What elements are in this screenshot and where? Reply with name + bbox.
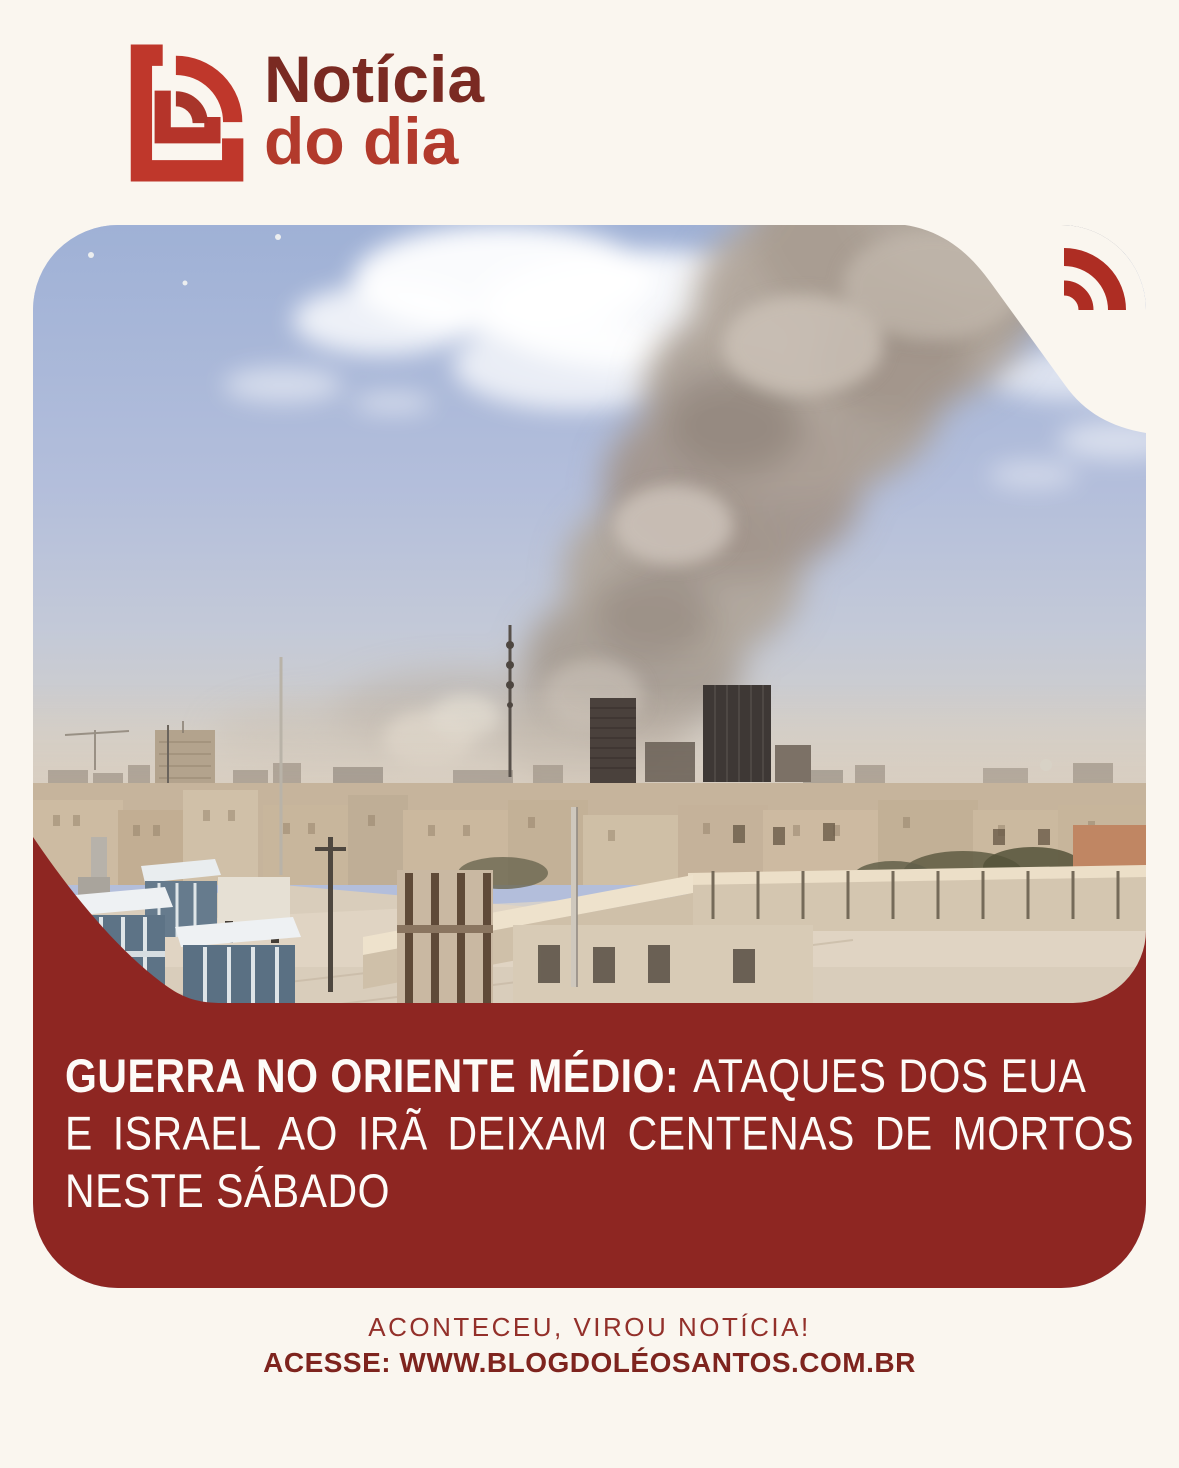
headline-line-1: [65, 1047, 1117, 1105]
headline-line-2: E ISRAEL AO IRÃ DEIXAM CENTENAS DE MORTOS: [65, 1106, 1135, 1160]
brand-name-line1: Notícia: [264, 42, 485, 116]
headline: [65, 1047, 1135, 1220]
headline-rest: ATAQUES DOS EUA: [693, 1049, 1087, 1103]
footer-website-cta: ACESSE: WWW.BLOGDOLÉOSANTOS.COM.BR: [263, 1347, 916, 1378]
brand-logo: [118, 42, 484, 184]
headline-emphasis: GUERRA NO ORIENTE MÉDIO:: [65, 1049, 680, 1103]
news-signal-logo-icon: [118, 42, 250, 184]
news-card: [33, 225, 1146, 1288]
headline-line-3: NESTE SÁBADO: [65, 1164, 390, 1218]
footer-tagline: ACONTECEU, VIROU NOTÍCIA!: [368, 1312, 811, 1342]
brand-name-line2: do dia: [264, 104, 459, 178]
footer: [0, 1310, 1179, 1382]
